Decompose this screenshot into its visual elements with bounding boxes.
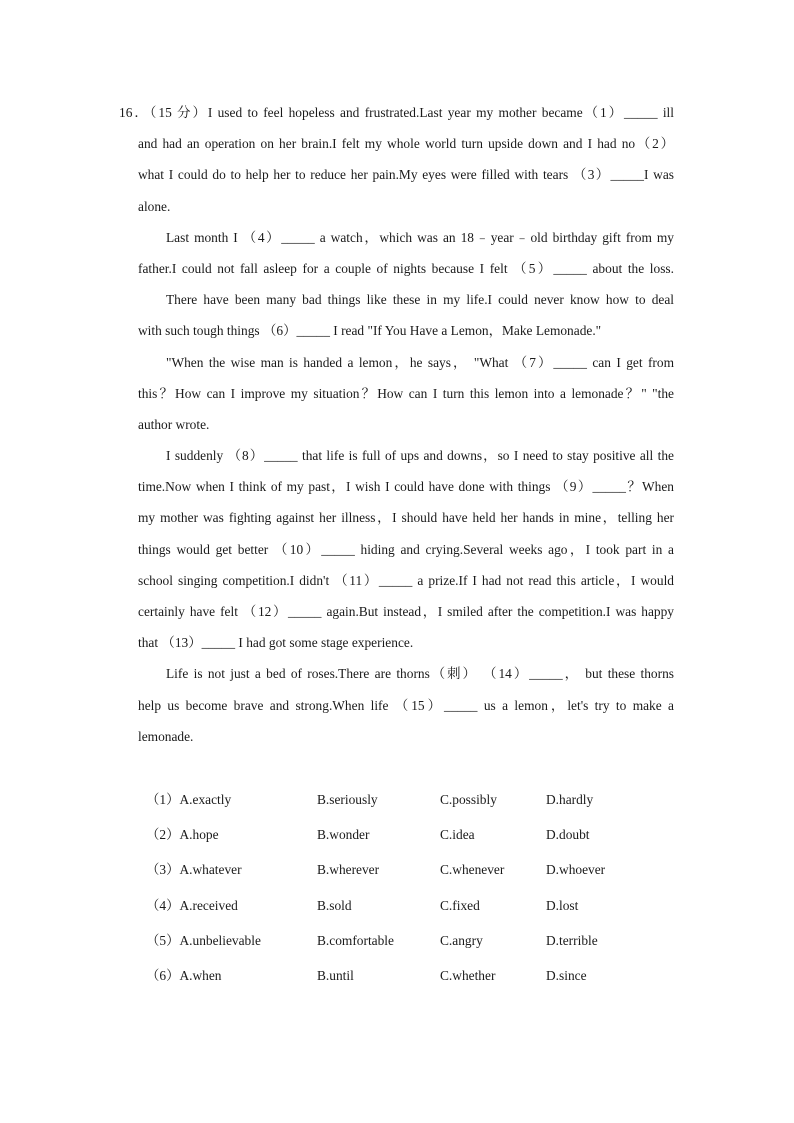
option-b: B.comfortable [317,932,394,948]
passage-line: Last month I （4）_____ a watch，which was an 18﹣year﹣old birthday gift from my [166,229,674,245]
option-b: B.seriously [317,792,378,807]
option-d: D.since [546,967,587,983]
passage-line: things would get better （10）_____ hiding and crying.Several weeks ago，I took part in a [138,541,674,557]
answer-options [146,786,666,997]
passage-line: "When the wise man is handed a lemon，he says， "What （7）_____ can I get from [166,354,674,370]
option-row [146,962,666,997]
passage-line: father.I could not fall asleep for a couple of nights because I felt （5）_____ about the loss. [138,260,674,276]
passage-line: 16．（15 分）I used to feel hopeless and frustrated.Last year my mother became（1）_____ ill [119,105,674,120]
option-d: D.whoever [546,862,606,878]
cloze-passage [119,99,674,754]
option-b: B.wonder [317,827,370,843]
passage-line: what I could do to help her to reduce her pain.My eyes were filled with tears （3）_____I was [138,167,674,183]
passage-line: I suddenly （8）_____ that life is full of ups and downs，so I need to stay positive all the [166,448,674,464]
option-d: D.terrible [546,932,598,948]
passage-line: help us become brave and strong.When life （15）_____ us a lemon，let's try to make a [138,697,674,713]
passage-line: certainly have felt （12）_____ again.But instead，I smiled after the competition.I was happy [138,604,674,619]
passage-line: with such tough things （6）_____ I read "If You Have a Lemon，Make Lemonade." [138,323,602,339]
passage-line: my mother was fighting against her illness，I should have held her hands in mine，telling her [138,510,674,526]
option-c: C.whether [440,967,496,983]
option-row [146,927,666,962]
option-c: C.whenever [440,862,505,878]
option-c: C.idea [440,827,475,843]
option-a: （6）A.when [146,967,222,983]
option-a: （2）A.hope [146,827,219,843]
option-d: D.doubt [546,827,590,843]
option-b: B.sold [317,897,352,913]
passage-line: Life is not just a bed of roses.There are thorns（刺） （14）_____， but these thorns [166,666,674,682]
option-d: D.lost [546,897,579,913]
option-c: C.possibly [440,792,497,807]
option-row [146,892,666,927]
option-row [146,786,666,821]
option-c: C.angry [440,932,483,948]
passage-line: There have been many bad things like these in my life.I could never know how to deal [166,292,674,308]
passage-line: author wrote. [138,416,210,432]
passage-line: school singing competition.I didn't （11）_____ a prize.If I had not read this article，I would [138,572,674,588]
passage-line: that （13）_____ I had got some stage experience. [138,635,414,651]
passage-line: and had an operation on her brain.I felt my whole world turn upside down and I had no（2） [138,136,674,152]
option-a: （4）A.received [146,897,238,913]
passage-line: lemonade. [138,728,194,744]
option-a: （3）A.whatever [146,862,242,878]
option-a: （1）A.exactly [146,792,232,807]
option-row [146,821,666,856]
option-a: （5）A.unbelievable [146,932,261,948]
passage-line: time.Now when I think of my past，I wish I could have done with things （9）_____？When [138,479,674,495]
option-b: B.wherever [317,862,380,878]
option-d: D.hardly [546,792,594,807]
passage-line: alone. [138,198,171,214]
option-b: B.until [317,967,354,983]
passage-line: this？How can I improve my situation？How can I turn this lemon into a lemonade？" "the [138,385,674,401]
option-row [146,856,666,891]
option-c: C.fixed [440,897,480,913]
